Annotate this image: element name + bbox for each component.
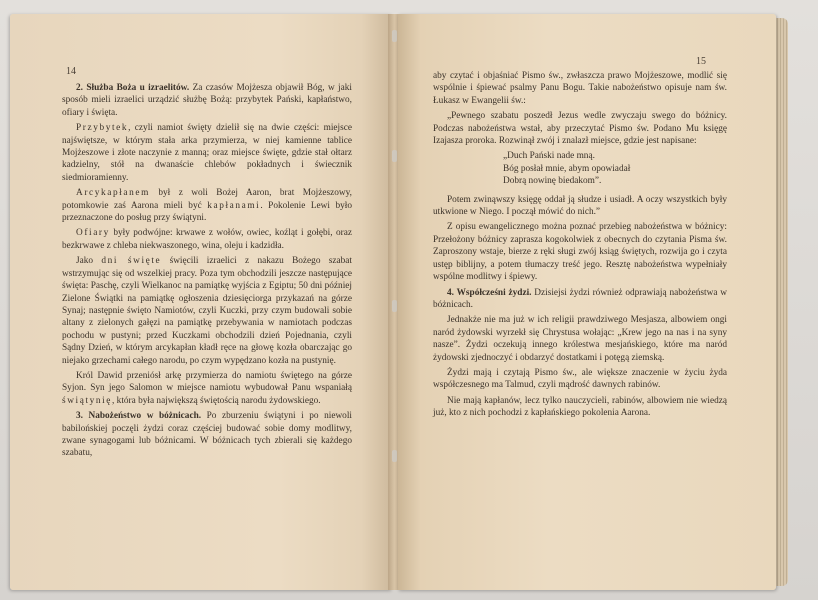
paragraph	[433, 314, 727, 364]
paragraph	[433, 70, 727, 107]
paragraph	[433, 194, 727, 219]
text-run: Przybytek	[76, 123, 129, 134]
text-run: Za czasów Mojżesza objawił Bóg, w jaki sposób mieli izraelici urządzić służbę Bożą: przybytek Pański, kapłaństwo, ofiary i święta.	[62, 83, 352, 118]
text-run: Po zburzeniu świątyni i po niewoli babilońskiej poczęli żydzi coraz częściej budować sobie domy modlitwy, zwane synagogami lub bóżnicami. W bóżnicach tych zbierali się każdego szabatu,	[62, 411, 352, 459]
paragraph	[62, 122, 352, 184]
quoted-verse	[503, 150, 727, 187]
right-page-text	[433, 70, 727, 423]
section-heading: 4. Współcześni żydzi.	[447, 287, 532, 298]
paragraph	[62, 82, 352, 119]
binding-stitch	[392, 300, 397, 312]
text-run: Król Dawid przeniósł arkę przymierza do namiotu świętego na górze Syjon. Syn jego Salomon w miejsce namiotu wybudował Panu wspaniałą	[62, 370, 352, 394]
paragraph	[62, 410, 352, 460]
paragraph	[433, 395, 727, 420]
page-number-left: 14	[66, 66, 76, 77]
paragraph	[62, 370, 352, 407]
paragraph	[433, 221, 727, 283]
paragraph	[433, 367, 727, 392]
text-run: Ofiary	[76, 228, 110, 239]
right-page	[398, 14, 776, 590]
text-run: były podwójne: krwawe z wołów, owiec, koźląt i gołębi, oraz bezkrwawe z chleba niekwaszonego, wina, oleju i kadzidła.	[62, 228, 352, 251]
right-text-part-2	[433, 194, 727, 420]
text-run: Dzisiejsi żydzi również odprawiają nabożeństwa w bóżnicach.	[433, 287, 727, 310]
binding-stitch	[392, 450, 397, 462]
left-page-text	[62, 82, 352, 463]
text-run: Jako	[76, 256, 102, 267]
text-run: . Pokolenie Lewi było przeznaczone do posług przy świątyni.	[62, 200, 352, 224]
text-run: , czyli namiot święty dzielił się na dwie części: miejsce najświętsze, w którym stała arka przymierza, w niej kamienne tablice Mojżeszowe i złote naczynie z manną; oraz miejsce święte, gdzie stał ołtarz kadzielny, stół na dwanaście chlebów pokładnych i świecznik siedmioramienny.	[62, 123, 352, 183]
verse-line: Dobrą nowinę biedakom”.	[503, 176, 602, 187]
text-run: był z woli Bożej Aaron, brat Mojżeszowy, potomkowie zaś Aarona mieli być	[62, 188, 352, 211]
text-run: „Pewnego szabatu poszedł Jezus wedle zwyczaju swego do bóżnicy. Podczas nabożeństwa wstał, aby przeczytać Pismo św. Podano Mu księgę Izajasza proroka. Rozwinął zwój i znalazł miejsce, gdzie jest napisane:	[433, 111, 727, 147]
left-page	[10, 14, 392, 590]
text-run: Arcykapłanem	[76, 188, 150, 199]
page-number-right: 15	[696, 56, 706, 67]
paragraph	[62, 187, 352, 224]
text-run: święcili izraelici z nakazu Bożego szabat wstrzymując się od wszelkiej pracy. Poza tym obchodzili jeszcze następujące święta: Paschę, czyli Wielkanoc na pamiątkę wyjścia z Egiptu; 50 dni później Zielone Świątki na pamiątkę ogłoszenia dziesięciorga przykazań na górze Synaj; następnie święto Namiotów, czyli Kuczki, przy czym budowali sobie altany z zielonych gałęzi na pamiątkę przebywania w namiotach podczas pochodu w pustyni; przed Kuczkami obchodzili dzień Pojednania, czyli Sądny Dzień, w którym arcykapłan kładł ręce na głowę kozła obarczając go niejako grzechami całego narodu, po czym wypędzano kozła na pustynię.	[62, 256, 352, 366]
text-run: aby czytać i objaśniać Pismo św., zwłaszcza prawo Mojżeszowe, modlić się wspólnie i śpiewać psalmy Panu Bogu. Takie nabożeństwo opisuje nam św. Łukasz w Ewangelii św.:	[433, 71, 727, 106]
text-run: dni święte	[101, 256, 162, 267]
binding-stitch	[392, 150, 397, 162]
text-run: Nie mają kapłanów, lecz tylko nauczycieli, rabinów, albowiem nie wiedzą już, kto z nich pochodzi z kapłańskiego pokolenia Aarona.	[433, 395, 727, 419]
paragraph	[433, 287, 727, 312]
paragraph	[62, 255, 352, 367]
verse-line: Bóg posłał mnie, abym opowiadał	[503, 163, 631, 174]
text-run: , która była największą świętością narodu żydowskiego.	[112, 395, 321, 406]
binding-stitch	[392, 30, 397, 42]
paragraph	[62, 227, 352, 252]
text-run: kapłanami	[207, 200, 261, 211]
text-run: Potem zwinąwszy księgę oddał ją słudze i usiadł. A oczy wszystkich były utkwione w Niego. I począł mówić do nich.”	[433, 194, 727, 218]
text-run: Z opisu ewangelicznego można poznać przebieg nabożeństwa w bóżnicy: Przełożony bóżnicy zaprasza kogokolwiek z obecnych do czytania Pisma św. Zaproszony wstaje, bierze z ręki sługi zwój ksiąg świętych, rozwija go i czyta ustęp biblijny, a potem tłumaczy treść jego. Resztę nabożeństwa wypełniały wspólne modlitwy i śpiewy.	[433, 222, 727, 283]
right-text-part-1	[433, 70, 727, 147]
text-run: Jednakże nie ma już w ich religii prawdziwego Mesjasza, albowiem ongi naród żydowski wyrzekł się Chrystusa wołając: „Krew jego na nas i na syny nasze”. Żydzi oczekują innego królestwa mesjańskiego, które ma naród żydowski zjednoczyć i obdarzyć dostatkami i potęgą ziemską.	[433, 315, 727, 363]
section-heading: 2. Służba Boża u izraelitów.	[76, 83, 190, 93]
text-run: świątynię	[62, 395, 113, 406]
verse-line: „Duch Pański nade mną.	[503, 151, 595, 162]
section-heading: 3. Nabożeństwo w bóżnicach.	[76, 411, 202, 422]
text-run: Żydzi mają i czytają Pismo św., ale większe znaczenie w życiu żyda współczesnego ma Talmud, czyli mądrość dawnych rabinów.	[433, 367, 727, 391]
paragraph	[433, 110, 727, 147]
